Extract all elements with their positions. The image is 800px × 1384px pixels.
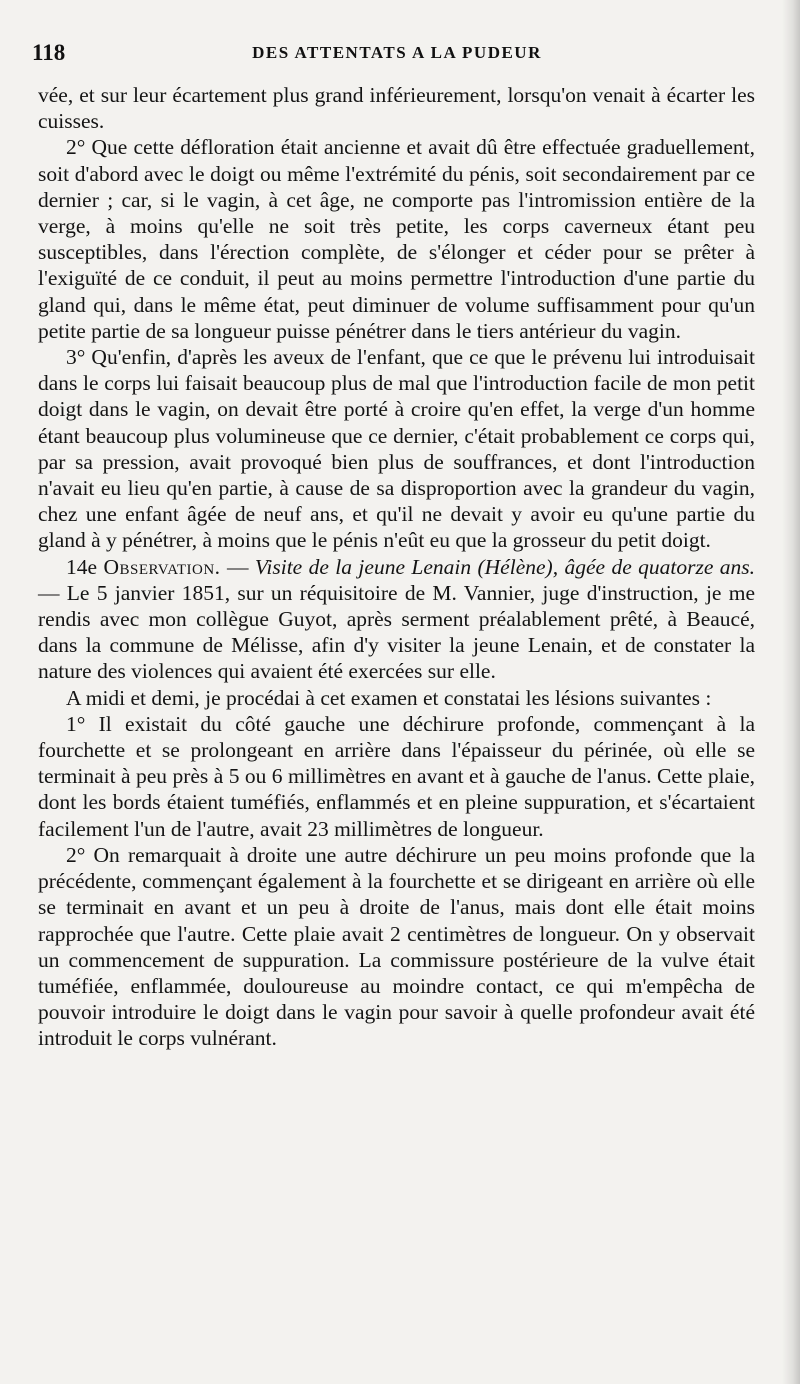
paragraph-point-3: 3° Qu'enfin, d'après les aveux de l'enfant, que ce que le prévenu lui introduisait dans le corps lui faisait beaucoup plus de mal que l'introduction facile de mon petit doigt dans le vagin, on devait être porté à croire qu'en effet, la verge d'un homme étant beaucoup plus volumineuse que ce dernier, c'était probablement ce corps qui, par sa pression, avait provoqué bien plus de souffrances, et dont l'introduction n'avait eu lieu qu'en partie, à cause de sa disproportion avec la grandeur du vagin, chez une enfant âgée de neuf ans, et qu'il ne devait y avoir eu qu'une partie du gland à y pénétrer, à moins que le pénis n'eût eu que la grosseur du petit doigt. [38, 345, 755, 553]
paragraph-examination: A midi et demi, je procédai à cet examen et constatai les lésions suivantes : [66, 685, 712, 710]
observation-text: — Le 5 janvier 1851, sur un réquisitoire de M. Vannier, juge d'instruction, je me rendis avec mon collègue Guyot, après serment préalablement prêté, à Beaucé, dans la commune de Mélisse, afin d'y visiter la jeune Lenain, et de constater la nature des violences qui avaient été exercées sur elle. [38, 580, 755, 684]
page-number: 118 [32, 40, 66, 65]
observation-dash: — [220, 554, 255, 579]
observation-paragraph [38, 554, 755, 685]
running-title: DES ATTENTATS A LA PUDEUR [252, 43, 542, 62]
observation-number: 14e [66, 554, 98, 579]
running-head [32, 40, 762, 74]
paragraph-continuation: vée, et sur leur écartement plus grand inférieurement, lorsqu'on venait à écarter les cuisses. [38, 83, 755, 134]
observation-label: Observation. [103, 554, 221, 579]
paragraph-lesion-2: 2° On remarquait à droite une autre déchirure un peu moins profonde que la précédente, commençant également à la fourchette et se dirigeant en arrière où elle se terminait en avant et un peu à droite de l'anus, mais dont elle était moins rapprochée que l'autre. Cette plaie avait 2 centimètres de longueur. On y observait un commencement de suppuration. La commissure postérieure de la vulve était tuméfiée, enflammée, douloureuse au moindre contact, ce qui m'empêcha de pouvoir introduire le doigt dans le vagin pour savoir à quelle profondeur avait été introduit le corps vulnérant. [38, 842, 755, 1051]
observation-title: Visite de la jeune Lenain (Hélène), âgée de quatorze ans. [254, 554, 756, 579]
body-text [38, 82, 755, 1052]
page-edge-shadow [782, 0, 800, 1384]
paragraph-lesion-1: 1° Il existait du côté gauche une déchirure profonde, commençant à la fourchette et se prolongeant en arrière dans l'épaisseur du périnée, où elle se terminait à peu près à 5 ou 6 millimètres en avant et à gauche de l'anus. Cette plaie, dont les bords étaient tuméfiés, enflammés et en pleine suppuration, et s'écartaient facilement l'un de l'autre, avait 23 millimètres de longueur. [38, 711, 755, 841]
paragraph-point-2: 2° Que cette défloration était ancienne et avait dû être effectuée graduellement, soit d'abord avec le doigt ou même l'extrémité du pénis, soit secondairement par ce dernier ; car, si le vagin, à cet âge, ne comporte pas l'intromission entière de la verge, à moins qu'elle ne soit très petite, les corps caverneux étant peu susceptibles, dans l'érection complète, de s'élonger et céder pour se prêter à l'exiguïté de ce conduit, il peut au moins permettre l'introduction d'une partie du gland qui, dans le même état, peut diminuer de volume suffisamment pour qu'un petite partie de sa longueur puisse pénétrer dans le tiers antérieur du vagin. [38, 135, 755, 343]
